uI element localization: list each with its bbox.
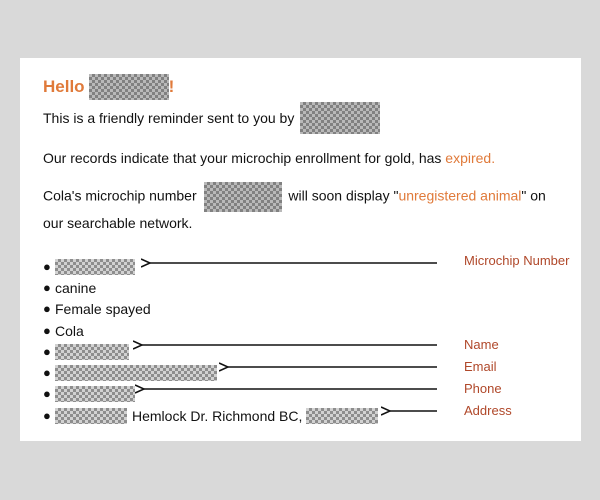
address-text: Hemlock Dr. Richmond BC,	[132, 407, 303, 424]
greeting-suffix: !	[168, 77, 175, 96]
bullet-icon: ●	[43, 301, 51, 317]
enrollment-status: expired.	[445, 150, 496, 166]
bullet-icon: ●	[43, 407, 51, 423]
bullet-icon: ●	[43, 279, 51, 295]
greeting-prefix: Hello	[43, 77, 85, 96]
label-microchip-number: Microchip Number	[464, 253, 570, 268]
reminder-text: This is a friendly reminder sent to you by	[43, 110, 295, 126]
chip-text-prefix: Cola's microchip number	[43, 187, 197, 204]
label-name: Name	[464, 337, 499, 352]
sex-text: Female spayed	[55, 301, 151, 318]
chip-text-middle: will soon display "	[288, 187, 399, 204]
chip-text-suffix: " on our searchable network.	[43, 187, 546, 231]
species-text: canine	[55, 279, 97, 296]
label-phone: Phone	[464, 381, 502, 396]
email-card	[20, 58, 581, 441]
bullet-icon: ●	[43, 343, 51, 359]
pet-name-text: Cola	[55, 322, 84, 339]
bullet-icon: ●	[43, 365, 51, 381]
label-email: Email	[464, 359, 497, 374]
bullet-icon: ●	[43, 258, 51, 274]
bullet-icon: ●	[43, 322, 51, 338]
enrollment-text: Our records indicate that your microchip enrollment for gold, has	[43, 150, 442, 166]
bullet-icon: ●	[43, 386, 51, 402]
label-address: Address	[464, 403, 512, 418]
unregistered-animal-text: unregistered animal	[398, 187, 522, 204]
